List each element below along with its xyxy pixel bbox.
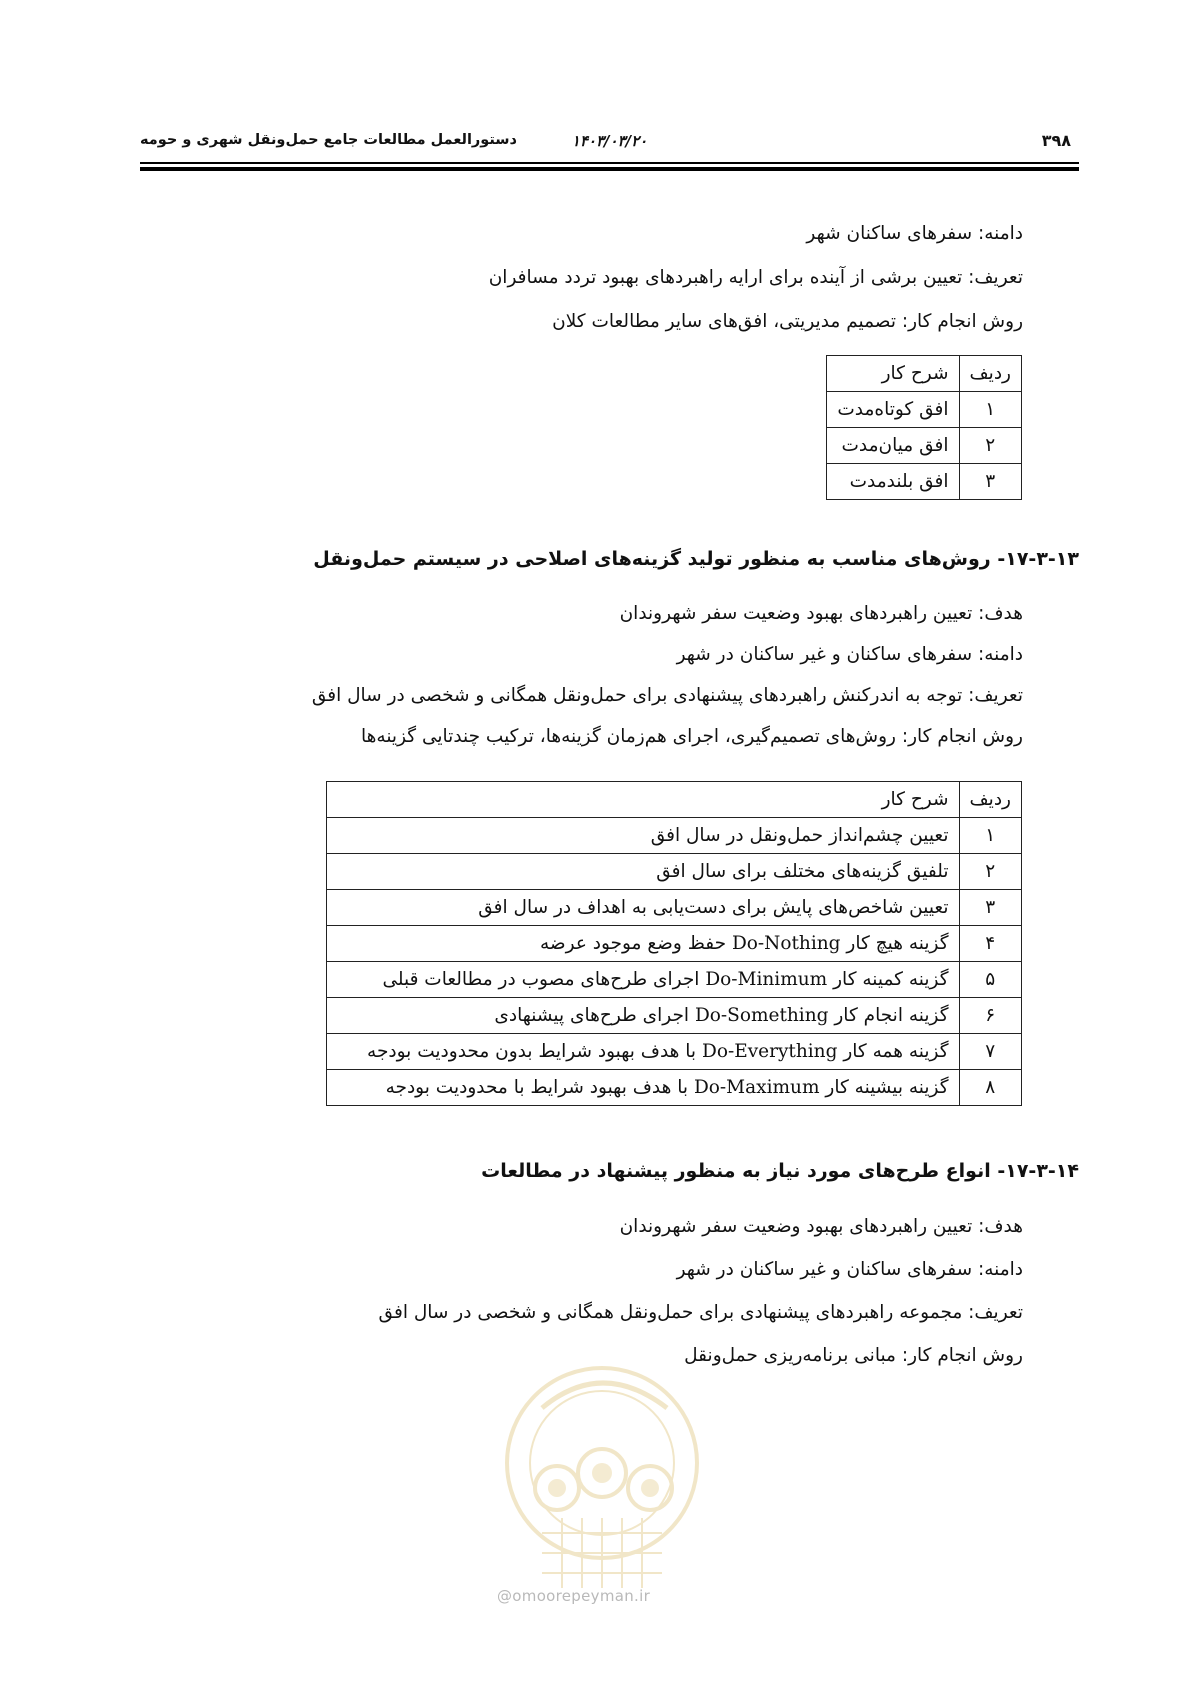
row-description — [327, 854, 960, 890]
row-description-rest: با هدف بهبود شرایط با محدودیت بودجه — [385, 1077, 689, 1098]
table-header-row — [827, 356, 1022, 392]
table-row — [327, 1070, 1022, 1106]
table-row — [327, 926, 1022, 962]
col-header-row-number: ردیف — [959, 782, 1021, 818]
section-14-scope: دامنه: سفرهای ساکنان و غیر ساکنان در شهر — [676, 1259, 1023, 1280]
row-description: افق بلندمدت — [827, 464, 959, 500]
row-number: ۳ — [959, 890, 1021, 926]
row-description — [327, 1070, 960, 1106]
watermark-site: @omoorepeyman.ir — [497, 1587, 651, 1605]
table-row — [327, 890, 1022, 926]
table-row — [327, 962, 1022, 998]
page-header — [140, 128, 1079, 156]
section-13-heading: ۱۷-۳-۱۳- روش‌های مناسب به منظور تولید گزینه‌های اصلاحی در سیستم حمل‌ونقل — [313, 548, 1079, 570]
row-number: ۲ — [959, 428, 1021, 464]
header-rule-thin — [140, 162, 1079, 164]
table-row — [327, 818, 1022, 854]
row-description-text: گزینه همه کار — [843, 1041, 949, 1062]
row-description-text: تعیین شاخص‌های پایش برای دست‌یابی به اهداف در سال افق — [478, 897, 949, 918]
option-code: Do-Something — [694, 1005, 829, 1026]
row-description-text: گزینه هیچ کار — [846, 933, 949, 954]
section-14-definition: تعریف: مجموعه راهبردهای پیشنهادی برای حمل‌ونقل همگانی و شخصی در سال افق — [378, 1302, 1023, 1323]
row-number: ۲ — [959, 854, 1021, 890]
table-header-row — [327, 782, 1022, 818]
option-code: Do-Everything — [701, 1041, 838, 1062]
block1-scope: دامنه: سفرهای ساکنان شهر — [806, 223, 1023, 244]
row-description-text: گزینه انجام کار — [834, 1005, 949, 1026]
row-number: ۶ — [959, 998, 1021, 1034]
table-row — [827, 392, 1022, 428]
row-description — [327, 890, 960, 926]
row-description: افق میان‌مدت — [827, 428, 959, 464]
row-description — [327, 1034, 960, 1070]
header-title: دستورالعمل مطالعات جامع حمل‌ونقل شهری و حومه — [140, 132, 517, 148]
table-row — [327, 998, 1022, 1034]
section-13-definition: تعریف: توجه به اندرکنش راهبردهای پیشنهادی برای حمل‌ونقل همگانی و شخصی در سال افق — [311, 685, 1023, 706]
row-description — [327, 818, 960, 854]
section-13-method: روش انجام کار: روش‌های تصمیم‌گیری، اجرای هم‌زمان گزینه‌ها، ترکیب چندتایی گزینه‌ها — [361, 726, 1023, 747]
option-code: Do-Minimum — [705, 969, 828, 990]
row-number: ۴ — [959, 926, 1021, 962]
option-code: Do-Maximum — [693, 1077, 820, 1098]
header-date: ۱۴۰۳/۰۳/۲۰ — [571, 132, 648, 150]
horizon-table — [826, 355, 1022, 500]
block1-method: روش انجام کار: تصمیم مدیریتی، افق‌های سایر مطالعات کلان — [552, 311, 1023, 332]
section-13-text — [270, 602, 1023, 749]
row-number: ۳ — [959, 464, 1021, 500]
row-description-rest: با هدف بهبود شرایط بدون محدودیت بودجه — [367, 1041, 697, 1062]
row-description-rest: اجرای طرح‌های مصوب در مطالعات قبلی — [382, 969, 700, 990]
row-description: افق کوتاه‌مدت — [827, 392, 959, 428]
row-description-text: گزینه کمینه کار — [833, 969, 949, 990]
row-description-rest: حفظ وضع موجود عرضه — [540, 933, 727, 954]
row-description-text: تلفیق گزینه‌های مختلف برای سال افق — [656, 861, 949, 882]
option-code: Do-Nothing — [731, 933, 841, 954]
row-number: ۱ — [959, 392, 1021, 428]
table-row — [827, 428, 1022, 464]
row-description-text: تعیین چشم‌انداز حمل‌ونقل در سال افق — [650, 825, 949, 846]
section-14-heading: ۱۷-۳-۱۴- انواع طرح‌های مورد نیاز به منظور پیشنهاد در مطالعات — [481, 1160, 1079, 1182]
section-14-method: روش انجام کار: مبانی برنامه‌ریزی حمل‌ونقل — [684, 1345, 1023, 1366]
row-description — [327, 998, 960, 1034]
options-table — [326, 781, 1022, 1106]
col-header-row-number: ردیف — [959, 356, 1021, 392]
table-row — [327, 1034, 1022, 1070]
page-number: ۳۹۸ — [1041, 131, 1071, 150]
row-number: ۸ — [959, 1070, 1021, 1106]
table-row — [827, 464, 1022, 500]
row-description — [327, 962, 960, 998]
col-header-description: شرح کار — [827, 356, 959, 392]
block1-text — [270, 222, 1023, 334]
section-14-goal: هدف: تعیین راهبردهای بهبود وضعیت سفر شهروندان — [619, 1216, 1023, 1237]
col-header-description: شرح کار — [327, 782, 960, 818]
row-number: ۵ — [959, 962, 1021, 998]
section-13-scope: دامنه: سفرهای ساکنان و غیر ساکنان در شهر — [676, 644, 1023, 665]
section-13-goal: هدف: تعیین راهبردهای بهبود وضعیت سفر شهروندان — [619, 603, 1023, 624]
row-number: ۱ — [959, 818, 1021, 854]
table-row — [327, 854, 1022, 890]
header-rule-thick — [140, 167, 1079, 171]
row-number: ۷ — [959, 1034, 1021, 1070]
row-description — [327, 926, 960, 962]
row-description-rest: اجرای طرح‌های پیشنهادی — [494, 1005, 690, 1026]
block1-definition: تعریف: تعیین برشی از آینده برای ارایه راهبردهای بهبود تردد مسافران — [488, 267, 1023, 288]
row-description-text: گزینه بیشینه کار — [825, 1077, 949, 1098]
watermark-logo-icon — [482, 1338, 732, 1608]
